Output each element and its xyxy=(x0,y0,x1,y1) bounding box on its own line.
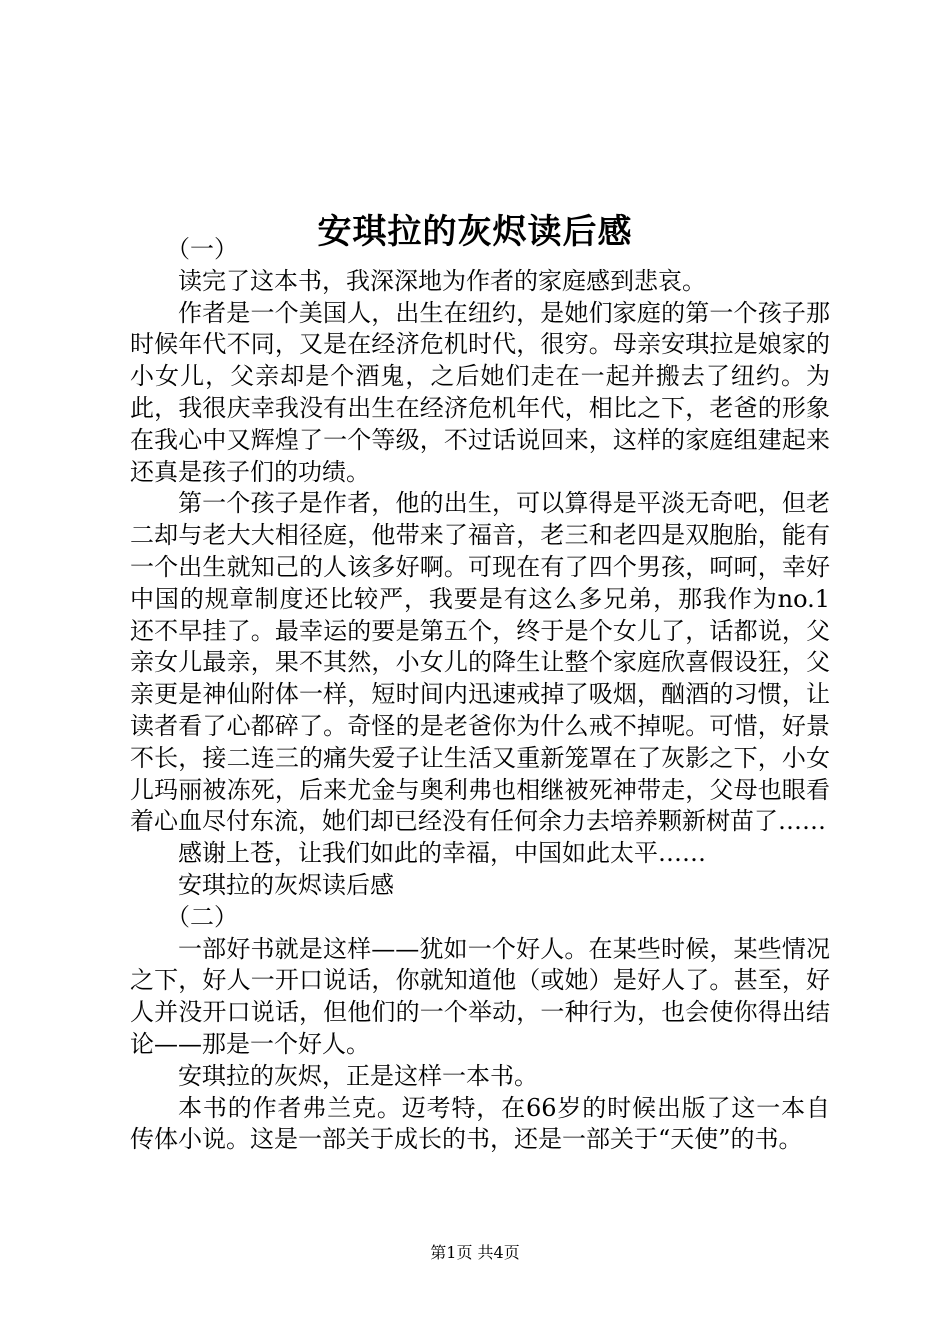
paragraph: 读完了这本书，我深深地为作者的家庭感到悲哀。 xyxy=(178,266,706,295)
paragraph: 感谢上苍，让我们如此的幸福，中国如此太平…… xyxy=(178,839,706,868)
page-footer: 第1页 共4页 xyxy=(430,1243,520,1262)
paragraph: 安琪拉的灰烬，正是这样一本书。 xyxy=(178,1061,538,1090)
paragraph: 安琪拉的灰烬读后感 xyxy=(178,870,394,899)
document-title: 安琪拉的灰烬读后感 xyxy=(317,211,633,252)
paragraph: 本书的作者弗兰克。迈考特，在66岁的时候出版了这一本自传体小说。这是一部关于成长的书，还是一部关于“天使”的书。 xyxy=(130,1093,830,1154)
section-heading-2: （二） xyxy=(166,902,238,931)
section-heading-1: （一） xyxy=(166,235,238,263)
paragraph: 一部好书就是这样——犹如一个好人。在某些时候，某些情况之下，好人一开口说话，你就知道他（或她）是好人了。甚至，好人并没开口说话，但他们的一个举动，一种行为，也会使你得出结论——那是一个好人。 xyxy=(130,934,830,1058)
paragraph: 第一个孩子是作者，他的出生，可以算得是平淡无奇吧，但老二却与老大大相径庭，他带来了福音，老三和老四是双胞胎，能有一个出生就知己的人该多好啊。可现在有了四个男孩，呵呵，幸好中国的规章制度还比较严，我要是有这么多兄弟，那我作为no.1还不早挂了。最幸运的要是第五个，终于是个女儿了，话都说，父亲女儿最亲，果不其然，小女儿的降生让整个家庭欣喜假设狂，父亲更是神仙附体一样，短时间内迅速戒掉了吸烟，酗酒的习惯，让读者看了心都碎了。奇怪的是老爸你为什么戒不掉呢。可惜，好景不长，接二连三的痛失爱子让生活又重新笼罩在了灰影之下，小女儿玛丽被冻死，后来尤金与奥利弗也相继被死神带走，父母也眼看着心血尽付东流，她们却已经没有任何余力去培养颗新树苗了…… xyxy=(130,489,830,836)
document-body xyxy=(130,234,830,1156)
paragraph: 作者是一个美国人，出生在纽约，是她们家庭的第一个孩子那时候年代不同，又是在经济危机时代，很穷。母亲安琪拉是娘家的小女儿，父亲却是个酒鬼，之后她们走在一起并搬去了纽约。为此，我很庆幸我没有出生在经济危机年代，相比之下，老爸的形象在我心中又辉煌了一个等级，不过话说回来，这样的家庭组建起来还真是孩子们的功绩。 xyxy=(130,298,830,486)
